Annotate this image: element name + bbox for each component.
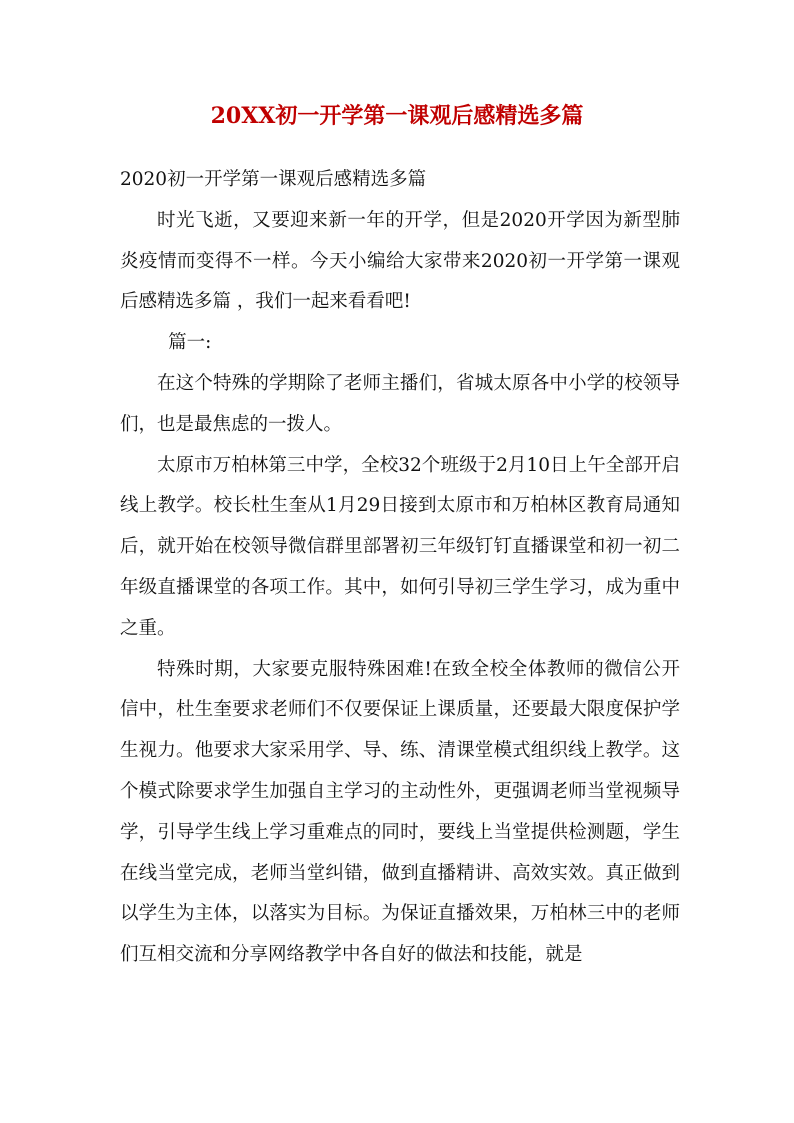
- document-subtitle: 2020初一开学第一课观后感精选多篇: [120, 169, 427, 190]
- body-paragraph: 太原市万柏林第三中学，全校32个班级于2月10日上午全部开启线上教学。校长杜生奎从1月29日接到太原市和万柏林区教育局通知后，就开始在校领导微信群里部署初三年级钉钉直播课堂和初一初二年级直播课堂的各项工作。其中，如何引导初三学生学习，成为重中之重。: [120, 454, 680, 639]
- section-heading: 篇一:: [168, 332, 212, 354]
- document-title: 20XX初一开学第一课观后感精选多篇: [210, 103, 584, 129]
- document-body: [120, 160, 680, 976]
- body-paragraph: 特殊时期，大家要克服特殊困难!在致全校全体教师的微信公开信中，杜生奎要求老师们不仅要保证上课质量，还要最大限度保护学生视力。他要求大家采用学、导、练、清课堂模式组织线上教学。这个模式除要求学生加强自主学习的主动性外，更强调老师当堂视频导学，引导学生线上学习重难点的同时，要线上当堂提供检测题，学生在线当堂完成，老师当堂纠错，做到直播精讲、高效实效。真正做到以学生为主体，以落实为目标。为保证直播效果，万柏林三中的老师们互相交流和分享网络教学中各自好的做法和技能，就是: [120, 658, 680, 966]
- intro-paragraph: 时光飞逝，又要迎来新一年的开学，但是2020开学因为新型肺炎疫情而变得不一样。今天小编给大家带来2020初一开学第一课观后感精选多篇 ，我们一起来看看吧!: [120, 209, 680, 313]
- body-paragraph: 在这个特殊的学期除了老师主播们，省城太原各中小学的校领导们，也是最焦虑的一拨人。: [120, 372, 680, 435]
